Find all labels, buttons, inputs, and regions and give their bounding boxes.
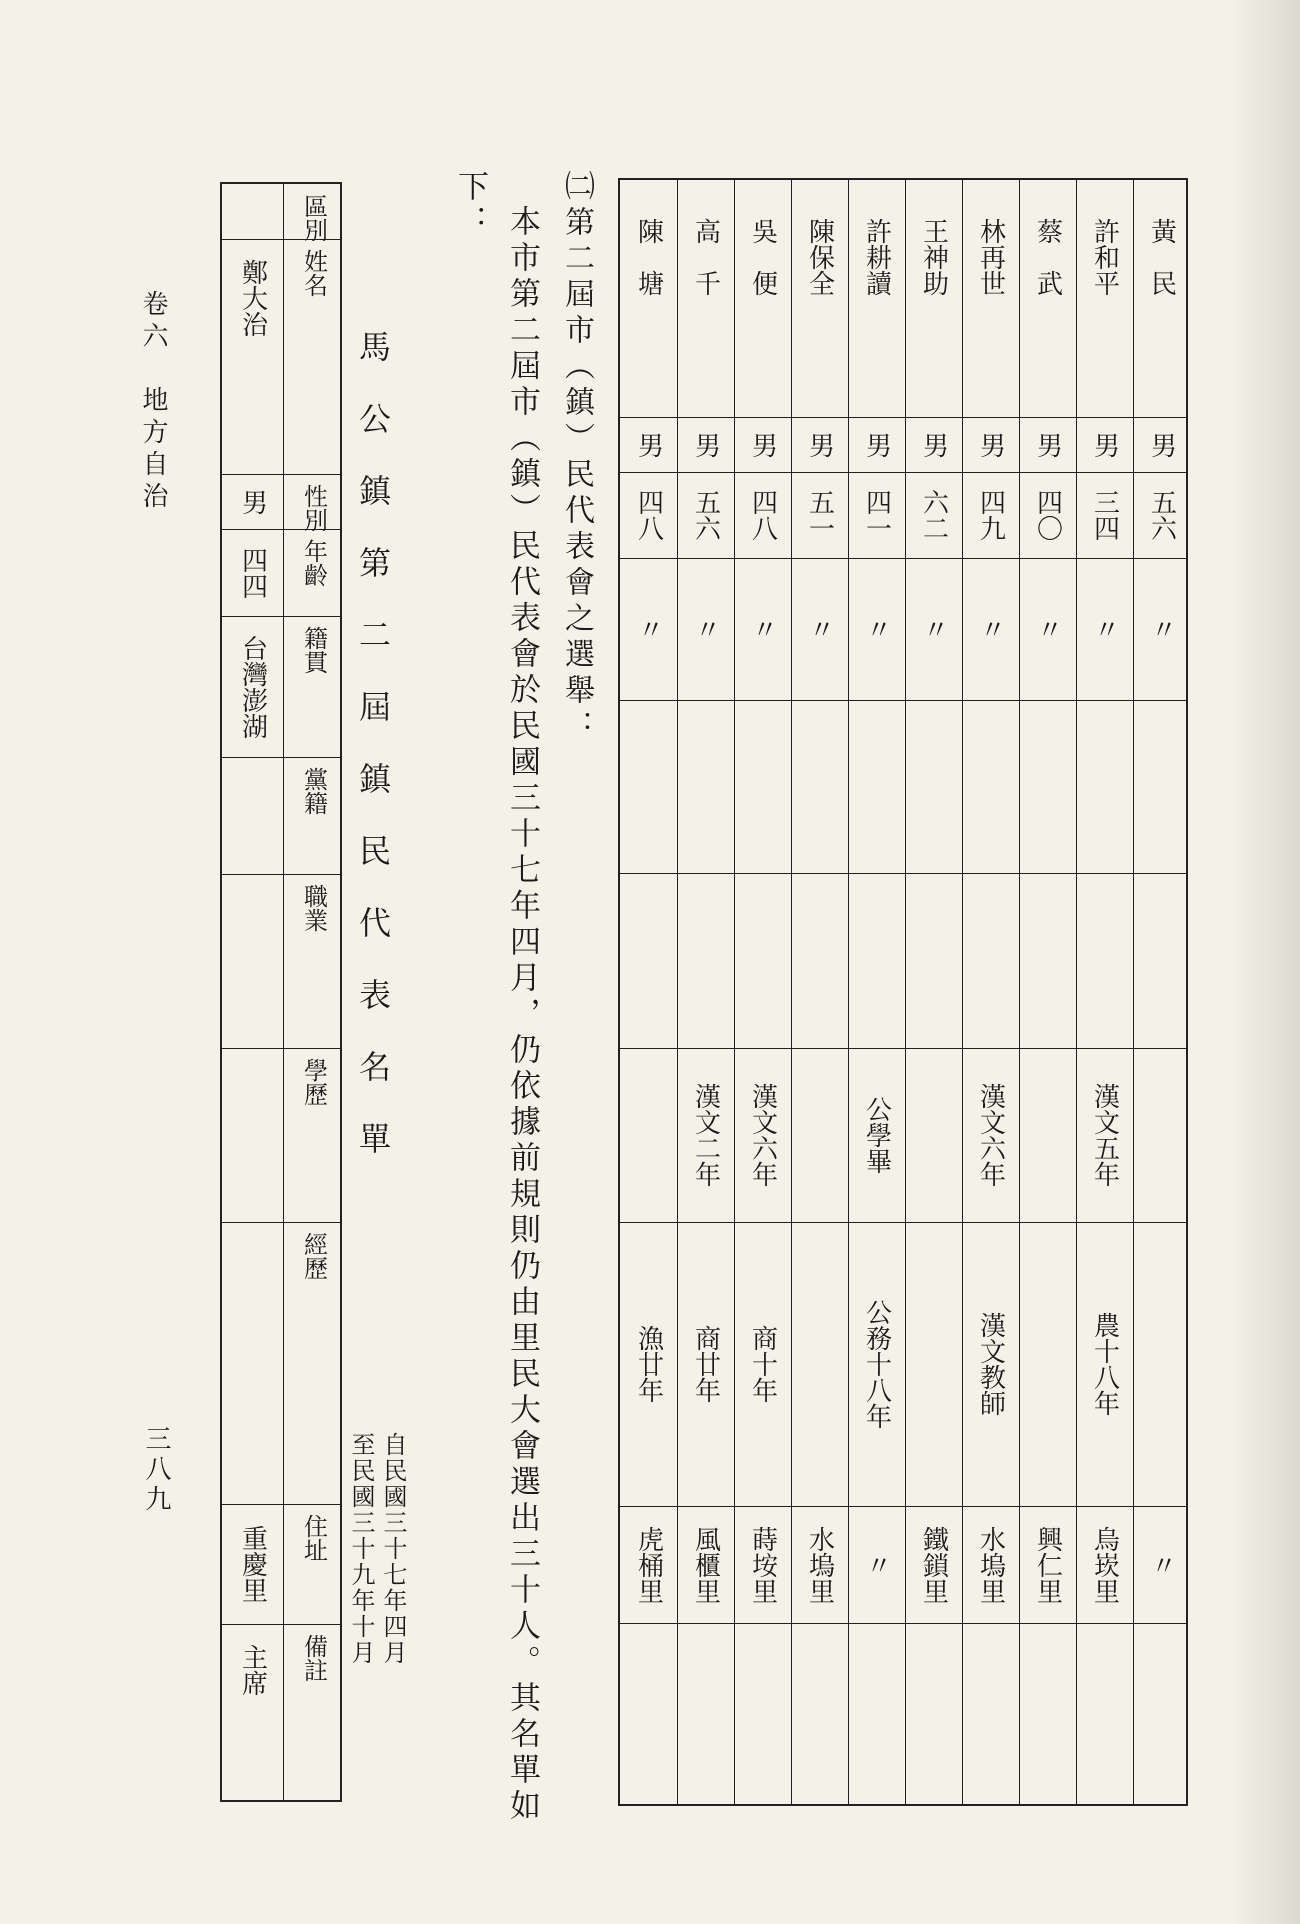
cell-origin: 〃 — [633, 616, 664, 642]
running-head: 卷六 地方自治 — [138, 290, 168, 514]
cell-address: 風櫃里 — [690, 1525, 721, 1604]
second-term-member-table — [220, 182, 342, 1802]
list-title: 馬公鎮第二屆鎮民代表名單 — [354, 330, 392, 1194]
row-divider — [620, 1506, 1186, 1507]
row-divider — [620, 700, 1186, 701]
cell-name: 吳 便 — [747, 218, 778, 296]
cell-experience: 漁廿年 — [633, 1325, 664, 1403]
cell-age: 四九 — [975, 489, 1006, 541]
cell-gender: 男 — [237, 488, 268, 515]
cell-age: 五六 — [690, 489, 721, 541]
cell-origin: 〃 — [1032, 616, 1063, 642]
cell-address: 鐵鎖里 — [918, 1525, 949, 1604]
cell-address: 虎桶里 — [633, 1525, 664, 1604]
cell-experience: 公務十八年 — [861, 1299, 892, 1429]
row-divider — [222, 616, 340, 617]
cell-gender: 男 — [1032, 431, 1063, 458]
cell-address: 水塢里 — [804, 1525, 835, 1604]
scan-edge-shadow — [1230, 0, 1300, 1924]
cell-origin: 〃 — [1146, 616, 1177, 642]
cell-name: 許耕讀 — [861, 218, 892, 296]
cell-name: 王神助 — [918, 218, 949, 296]
cell-origin: 〃 — [918, 616, 949, 642]
cell-age: 五六 — [1146, 489, 1177, 541]
row-divider — [222, 1504, 340, 1505]
top-member-table — [618, 178, 1188, 1806]
header-gender: 性別 — [299, 484, 328, 532]
cell-education: 漢文二年 — [690, 1083, 721, 1187]
cell-name: 黃 民 — [1146, 218, 1177, 296]
cell-gender: 男 — [1089, 431, 1120, 458]
header-occupation: 職業 — [299, 884, 328, 932]
cell-gender: 男 — [747, 431, 778, 458]
cell-age: 四八 — [747, 489, 778, 541]
cell-note: 主席 — [237, 1644, 268, 1696]
cell-experience: 農十八年 — [1089, 1312, 1120, 1416]
row-divider — [222, 474, 340, 475]
header-area: 區別 — [299, 194, 328, 242]
row-divider — [620, 1048, 1186, 1049]
row-divider — [222, 1624, 340, 1625]
row-divider — [620, 873, 1186, 874]
cell-age: 四八 — [633, 489, 664, 541]
header-note: 備註 — [299, 1634, 328, 1682]
header-party: 黨籍 — [299, 767, 328, 815]
paragraph-line-1: 本市第二屆市（鎮）民代表會於民國三十七年四月，仍依據前規則仍由里民大會選出三十人。其名單如 — [504, 205, 540, 1825]
cell-name: 許和平 — [1089, 218, 1120, 296]
cell-age: 四四 — [237, 546, 268, 599]
cell-gender: 男 — [861, 431, 892, 458]
row-divider — [222, 757, 340, 758]
row-divider — [620, 1222, 1186, 1223]
term-end: 至民國三十九年十月 — [347, 1432, 375, 1666]
cell-gender: 男 — [633, 431, 664, 458]
cell-gender: 男 — [804, 431, 835, 458]
header-name: 姓名 — [299, 249, 328, 297]
cell-education: 公學畢 — [861, 1096, 892, 1174]
cell-address: 烏崁里 — [1089, 1525, 1120, 1604]
header-experience: 經歷 — [299, 1232, 328, 1280]
cell-address: 水塢里 — [975, 1525, 1006, 1604]
paragraph-line-2: 下： — [452, 170, 488, 240]
page-number: 三八九 — [141, 1425, 171, 1515]
cell-gender: 男 — [1146, 431, 1177, 458]
header-education: 學歷 — [299, 1058, 328, 1106]
row-divider — [222, 1222, 340, 1223]
cell-address: 興仁里 — [1032, 1525, 1063, 1604]
section-heading: ㈡第二屆市（鎮）民代表會之選舉： — [559, 170, 594, 746]
header-origin: 籍貫 — [299, 626, 328, 674]
cell-address: 重慶里 — [237, 1525, 268, 1603]
cell-name: 蔡 武 — [1032, 218, 1063, 296]
cell-origin: 〃 — [747, 616, 778, 642]
row-divider — [620, 558, 1186, 559]
row-divider — [620, 417, 1186, 418]
row-divider — [620, 472, 1186, 473]
cell-origin: 台灣澎湖 — [237, 634, 268, 739]
cell-name: 鄭大治 — [237, 259, 268, 337]
cell-age: 六二 — [918, 489, 949, 541]
row-divider — [222, 1048, 340, 1049]
cell-gender: 男 — [690, 431, 721, 458]
cell-origin: 〃 — [804, 616, 835, 642]
header-address: 住址 — [299, 1514, 328, 1562]
cell-gender: 男 — [918, 431, 949, 458]
cell-experience: 漢文教師 — [975, 1312, 1006, 1416]
cell-origin: 〃 — [1089, 616, 1120, 642]
cell-education: 漢文五年 — [1089, 1083, 1120, 1187]
cell-gender: 男 — [975, 431, 1006, 458]
row-divider — [620, 1623, 1186, 1624]
cell-experience: 商廿年 — [690, 1325, 721, 1403]
cell-address: 蒔垵里 — [747, 1525, 778, 1604]
cell-name: 林再世 — [975, 218, 1006, 296]
cell-address: 〃 — [1146, 1551, 1177, 1578]
cell-origin: 〃 — [861, 616, 892, 642]
cell-address: 〃 — [861, 1551, 892, 1578]
cell-age: 五一 — [804, 489, 835, 541]
cell-age: 三四 — [1089, 489, 1120, 541]
cell-origin: 〃 — [690, 616, 721, 642]
cell-name: 陳 塘 — [633, 218, 664, 296]
cell-age: 四〇 — [1032, 489, 1063, 541]
cell-age: 四一 — [861, 489, 892, 541]
cell-education: 漢文六年 — [747, 1083, 778, 1187]
header-age: 年齡 — [299, 539, 328, 587]
cell-origin: 〃 — [975, 616, 1006, 642]
term-start: 自民國三十七年四月 — [379, 1432, 407, 1666]
cell-education: 漢文六年 — [975, 1083, 1006, 1187]
cell-name: 陳保全 — [804, 218, 835, 296]
cell-experience: 商十年 — [747, 1325, 778, 1403]
cell-name: 高 千 — [690, 218, 721, 296]
row-divider — [222, 874, 340, 875]
